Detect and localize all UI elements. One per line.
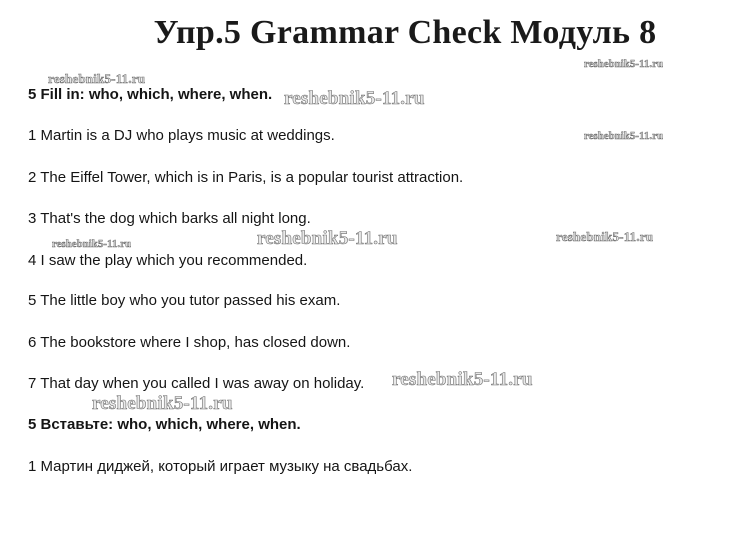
watermark: reshebnik5-11.ru [556, 229, 654, 244]
sentence-1: 1 Martin is a DJ who plays music at weddings. [28, 127, 335, 144]
watermark: reshebnik5-11.ru [284, 88, 425, 109]
watermark: reshebnik5-11.ru [257, 228, 398, 249]
watermark: reshebnik5-11.ru [584, 131, 664, 142]
watermark: reshebnik5-11.ru [52, 239, 132, 250]
watermark: reshebnik5-11.ru [48, 71, 146, 86]
page-title: Упр.5 Grammar Check Модуль 8 [153, 14, 657, 51]
sentence-6: 6 The bookstore where I shop, has closed down. [28, 334, 351, 351]
watermark: reshebnik5-11.ru [584, 59, 664, 70]
exercise-heading-en: 5 Fill in: who, which, where, when. [28, 86, 273, 103]
sentence-4: 4 I saw the play which you recommended. [28, 252, 308, 269]
sentence-7: 7 That day when you called I was away on holiday. [28, 375, 365, 392]
sentence-3: 3 That's the dog which barks all night long. [28, 210, 311, 227]
sentence-1-ru: 1 Мартин диджей, который играет музыку на свадьбах. [28, 458, 413, 475]
watermark: reshebnik5-11.ru [92, 393, 233, 414]
exercise-heading-ru: 5 Вставьте: who, which, where, when. [28, 416, 301, 433]
sentence-2: 2 The Eiffel Tower, which is in Paris, is a popular tourist attraction. [28, 169, 464, 186]
sentence-5: 5 The little boy who you tutor passed his exam. [28, 292, 341, 309]
watermark: reshebnik5-11.ru [392, 369, 533, 390]
